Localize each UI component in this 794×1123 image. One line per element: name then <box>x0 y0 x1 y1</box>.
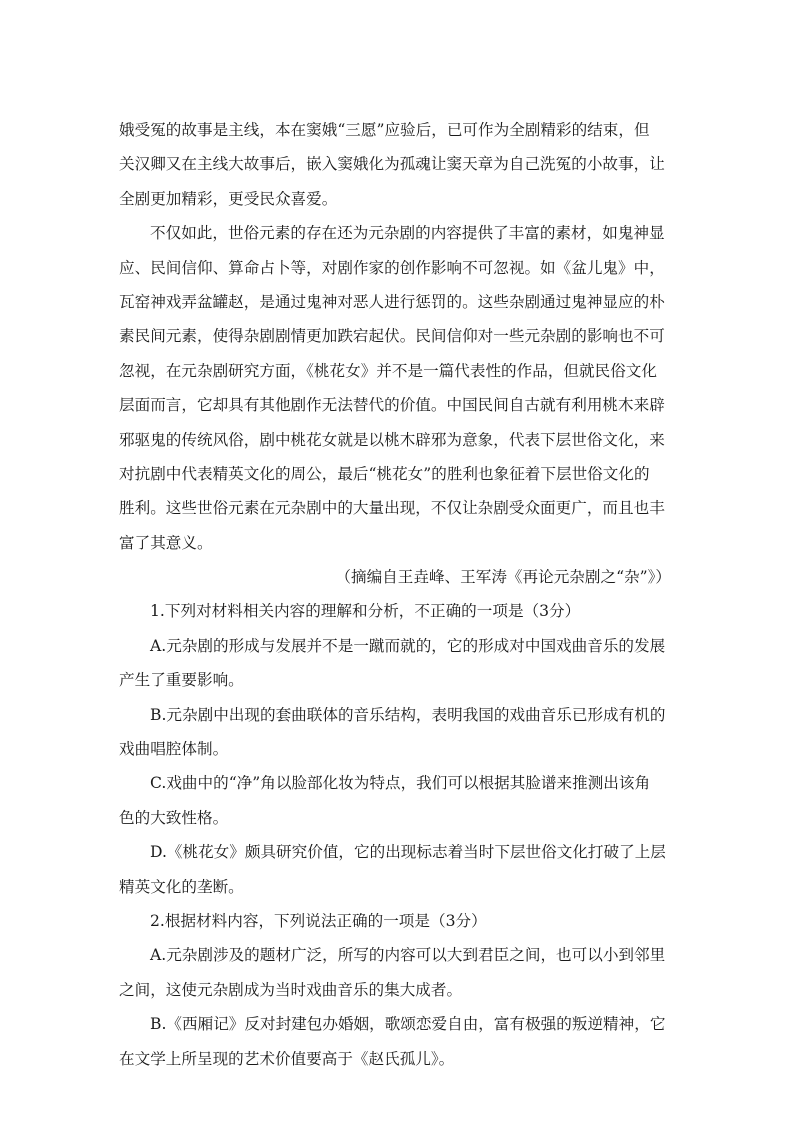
text-line: 在文学上所呈现的艺术价值要高于《赵氏孤儿》。 <box>119 1049 455 1068</box>
text-line: 娥受冤的故事是主线，本在窦娥“三愿”应验后，已可作为全剧精彩的结束，但 <box>119 121 650 139</box>
text-line: 产生了重要影响。 <box>119 671 244 690</box>
text-line: 之间，这使元杂剧成为当时戏曲音乐的集大成者。 <box>119 980 463 999</box>
text-line: 戏曲唱腔体制。 <box>119 740 229 759</box>
text-line: 素民间元素，使得杂剧剧情更加跌宕起伏。民间信仰对一些元杂剧的影响也不可 <box>119 327 665 346</box>
document-page <box>119 113 679 1076</box>
text-line: B.《西厢记》反对封建包办婚姻，歌颂恋爱自由，富有极强的叛逆精神，它 <box>150 1015 666 1034</box>
text-line: 层面而言，它却具有其他剧作无法替代的价值。中国民间自古就有利用桃木来辟 <box>119 396 665 415</box>
text-line: 忽视，在元杂剧研究方面，《桃花女》并不是一篇代表性的作品，但就民俗文化 <box>119 361 657 380</box>
text-line: 色的大致性格。 <box>119 808 229 827</box>
text-line: 精英文化的垄断。 <box>119 877 244 896</box>
text-line: 2.根据材料内容，下列说法正确的一项是（3分） <box>150 911 487 930</box>
text-line: 瓦窑神戏弄盆罐赵，是通过鬼神对恶人进行惩罚的。这些杂剧通过鬼神显应的朴 <box>119 292 665 311</box>
text-line: 不仅如此，世俗元素的存在还为元杂剧的内容提供了丰富的素材，如鬼神显 <box>150 224 665 243</box>
text-line: 应、民间信仰、算命占卜等，对剧作家的创作影响不可忽视。如《盆儿鬼》中， <box>119 258 665 277</box>
text-line: 关汉卿又在主线大故事后，嵌入窦娥化为孤魂让窦天章为自己洗冤的小故事，让 <box>119 155 665 174</box>
source-citation: （摘编自王垚峰、王军涛《再论元杂剧之“杂”》） <box>335 568 671 587</box>
text-line: 全剧更加精彩，更受民众喜爱。 <box>119 189 338 208</box>
text-line: D.《桃花女》颇具研究价值，它的出现标志着当时下层世俗文化打破了上层 <box>150 843 666 862</box>
text-line: C.戏曲中的“净”角以脸部化妆为特点，我们可以根据其脸谱来推测出该角 <box>150 774 651 793</box>
text-line: 对抗剧中代表精英文化的周公，最后“桃花女”的胜利也象征着下层世俗文化的 <box>119 464 650 483</box>
text-line: 1.下列对材料相关内容的理解和分析，不正确的一项是（3分） <box>150 602 581 621</box>
text-line: B.元杂剧中出现的套曲联体的音乐结构，表明我国的戏曲音乐已形成有机的 <box>150 705 666 724</box>
text-line: 胜利。这些世俗元素在元杂剧中的大量出现，不仅让杂剧受众面更广，而且也丰 <box>119 499 665 518</box>
text-line: A.元杂剧涉及的题材广泛，所写的内容可以大到君臣之间，也可以小到邻里 <box>150 946 666 965</box>
text-line: 邪驱鬼的传统风俗，剧中桃花女就是以桃木辟邪为意象，代表下层世俗文化，来 <box>119 430 665 449</box>
text-line: 富了其意义。 <box>119 533 213 552</box>
text-line: A.元杂剧的形成与发展并不是一蹴而就的，它的形成对中国戏曲音乐的发展 <box>150 636 666 655</box>
